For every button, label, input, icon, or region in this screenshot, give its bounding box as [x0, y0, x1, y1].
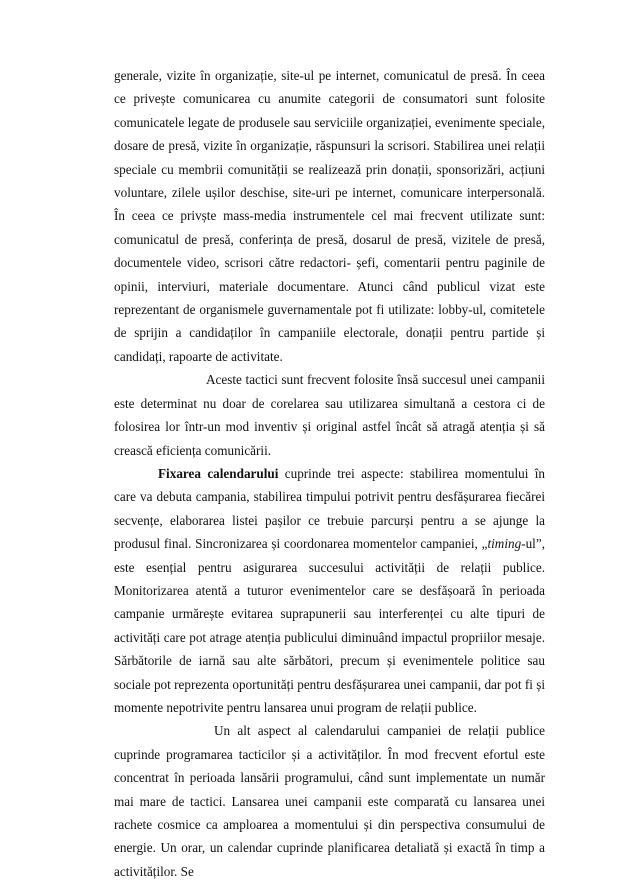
calendar-text-a: cuprinde trei aspecte: stabilirea momentului în care va debuta campania, stabilirea timpului potrivit pentru desfășurarea fiecărei secvențe, elaborarea listei pașilor ce trebuie parcurși pentru a se ajunge la produsul final. Sincronizarea și coordonarea momentelor campaniei, „	[114, 465, 545, 552]
timing-term: timing	[487, 536, 522, 552]
calendar-heading: Fixarea calendarului	[158, 465, 279, 481]
calendar-text-b: -ul”, este esențial pentru asigurarea succesului activității de relații publice. Monitorizarea atentă a tuturor evenimentelor care se desfășoară în perioada campanie urmărește evitarea suprapunerii sau interferenței cu alte tipuri de activități care pot atrage atenția publicului diminuând impactul propriilor mesaje. Sărbătorile de iarnă sau alte sărbători, precum și evenimentele politice sau sociale pot reprezenta oportunități pentru desfășurarea unei campanii, dar pot fi și momente nepotrivite pentru lansarea unui program de relații publice.	[114, 536, 545, 715]
paragraph-calendar	[114, 462, 545, 719]
paragraph-tactics-success: Aceste tactici sunt frecvent folosite însă succesul unei campanii este determinat nu doar de corelarea sau utilizarea simultană a cestora ci de folosirea lor într-un mod inventiv și original astfel încât să atragă atenția și să crească eficiența comunicării.	[114, 372, 545, 458]
document-body	[114, 64, 545, 883]
paragraph-tactics-scheduling: Un alt aspect al calendarului campaniei de relații publice cuprinde programarea tacticilor și a activităților. În mod frecvent efortul este concentrat în perioada lansării programului, când sunt implementate un număr mai mare de tactici. Lansarea unei campanii este comparată cu lansarea unei rachete cosmice ca amploarea a momentului și din perspectiva consumului de energie. Un orar, un calendar cuprinde planificarea detaliată și exactă în timp a activităților. Se	[114, 723, 545, 879]
paragraph-communication-tools: generale, vizite în organizație, site-ul pe internet, comunicatul de presă. În ceea ce privește comunicarea cu anumite categorii de consumatori sunt folosite comunicatele legate de produsele sau serviciile organizației, evenimente speciale, dosare de presă, vizite în organizație, răspunsuri la scrisori. Stabilirea unei relații speciale cu membrii comunității se realizează prin donații, sponsorizări, acțiuni voluntare, zilele ușilor deschise, site-uri pe internet, comunicare interpersonală. În ceea ce privște mass-media instrumentele cel mai frecvent utilizate sunt: comunicatul de presă, conferința de presă, dosarul de presă, vizitele de presă, documentele video, scrisori către redactori- șefi, comentarii pentru paginile de opinii, interviuri, materiale documentare. Atunci când publicul vizat este reprezentant de organismele guvernamentale pot fi utilizate: lobby-ul, comitetele de sprijin a candidaților în campaniile electorale, donații pentru partide și candidați, rapoarte de activitate.	[114, 68, 545, 364]
